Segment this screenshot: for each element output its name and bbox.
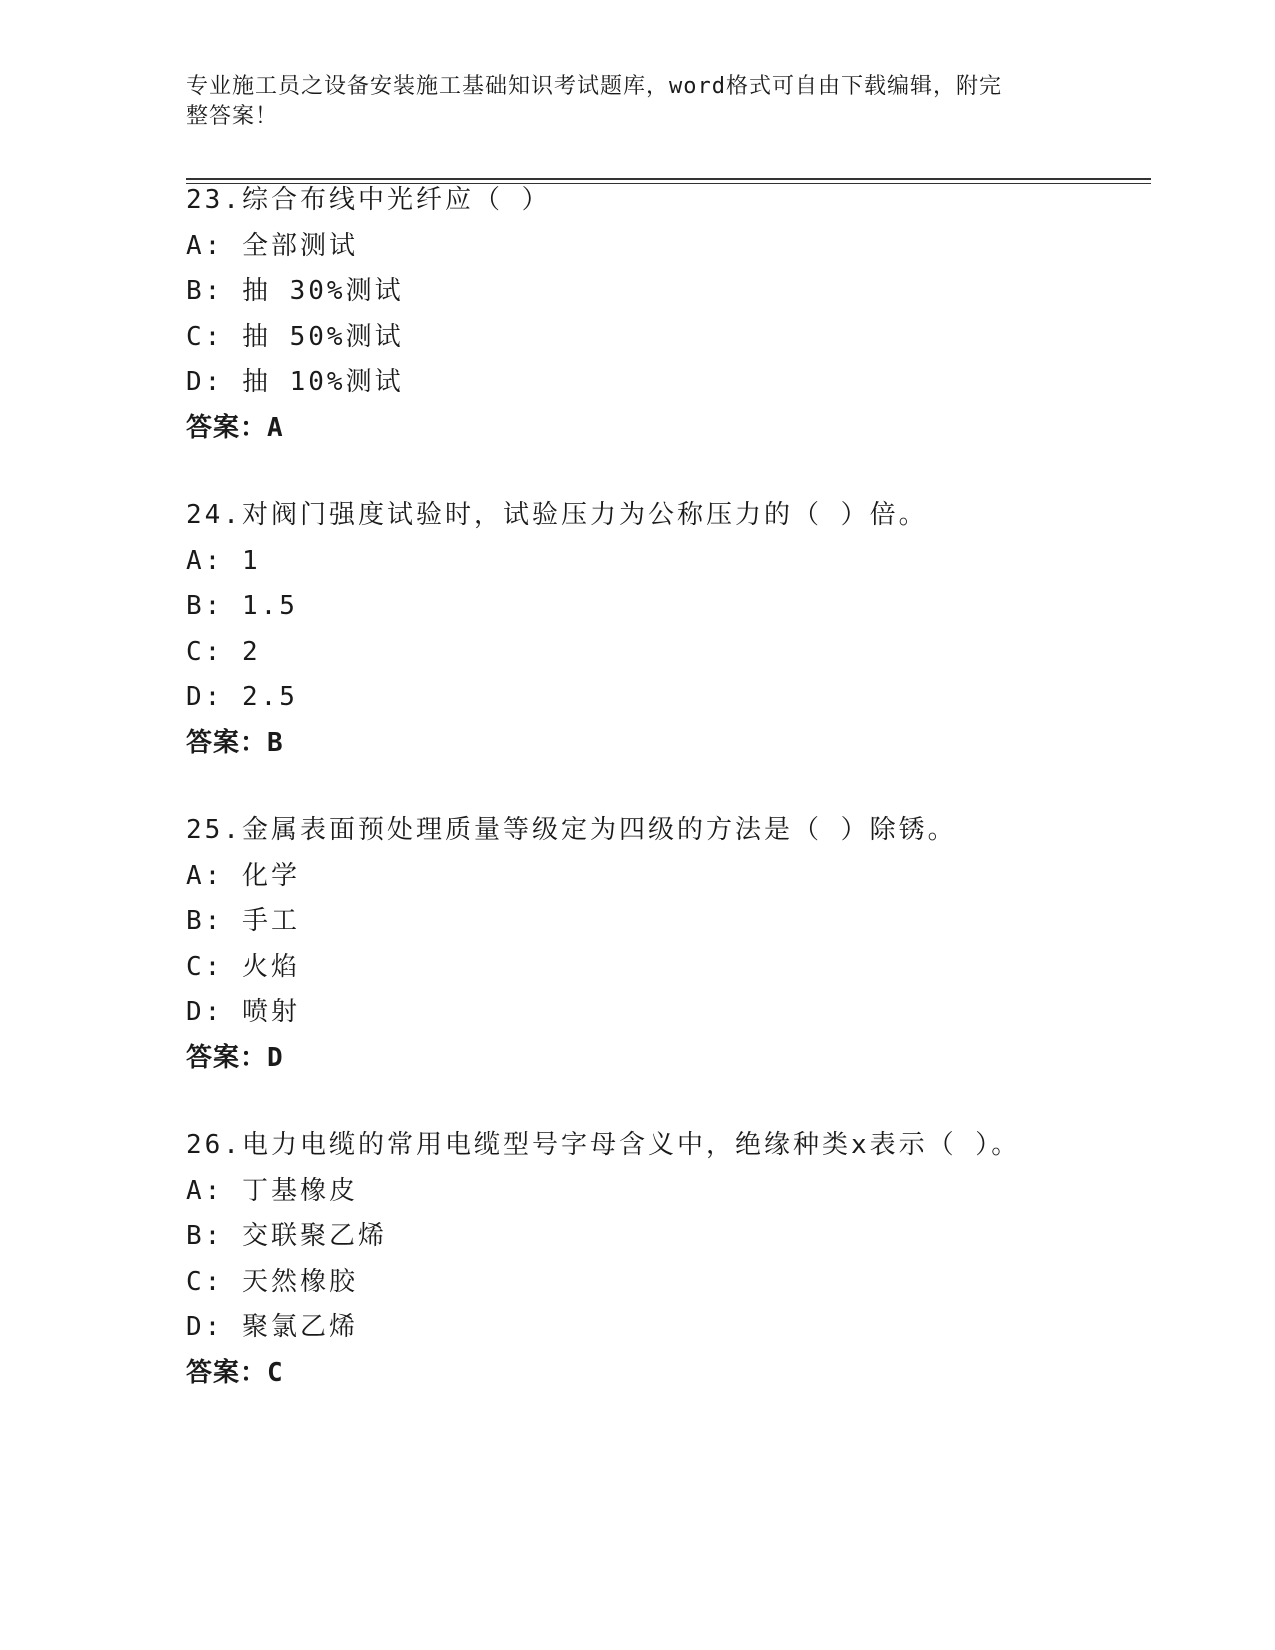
question-block (186, 1123, 1146, 1396)
question-stem: 23.综合布线中光纤应（ ） (186, 185, 551, 215)
answer-line (186, 1351, 1146, 1397)
option-a: A: 丁基橡皮 (186, 1175, 358, 1206)
question-stem: 24.对阀门强度试验时，试验压力为公称压力的（ ）倍。 (186, 500, 928, 530)
answer-label: 答案： (186, 412, 268, 443)
option-a: A: 化学 (186, 860, 300, 891)
option-c: C: 天然橡胶 (186, 1266, 358, 1297)
answer-value: C (267, 1357, 284, 1388)
answer-line (186, 406, 1146, 452)
option-a: A: 全部测试 (186, 230, 358, 261)
answer-line (186, 1036, 1146, 1082)
answer-label: 答案： (186, 1042, 268, 1073)
question-block (186, 808, 1146, 1081)
answer-line (186, 721, 1146, 767)
question-stem: 25.金属表面预处理质量等级定为四级的方法是（ ）除锈。 (186, 815, 957, 845)
question-stem: 26.电力电缆的常用电缆型号字母含义中，绝缘种类x表示（ ）。 (186, 1130, 1021, 1160)
answer-value: B (267, 727, 284, 758)
option-d: D: 2.5 (186, 682, 298, 712)
question-block (186, 178, 1146, 451)
option-b: B: 手工 (186, 906, 300, 936)
option-b: B: 抽 30%测试 (186, 276, 404, 306)
option-a: A: 1 (186, 545, 261, 576)
answer-label: 答案： (186, 727, 268, 758)
answer-value: A (267, 412, 284, 443)
option-c: C: 2 (186, 636, 261, 667)
option-d: D: 抽 10%测试 (186, 367, 404, 397)
option-d: D: 喷射 (186, 997, 300, 1027)
answer-label: 答案： (186, 1357, 268, 1388)
answer-value: D (267, 1042, 284, 1073)
option-c: C: 火焰 (186, 951, 300, 982)
header-line-2: 整答案！ (186, 104, 279, 129)
option-b: B: 1.5 (186, 591, 298, 621)
question-block (186, 493, 1146, 766)
option-c: C: 抽 50%测试 (186, 321, 404, 352)
option-b: B: 交联聚乙烯 (186, 1221, 387, 1251)
header-line-1: 专业施工员之设备安装施工基础知识考试题库，word格式可自由下载编辑，附完 (186, 74, 1002, 99)
option-d: D: 聚氯乙烯 (186, 1312, 358, 1342)
document-header (186, 72, 1066, 132)
